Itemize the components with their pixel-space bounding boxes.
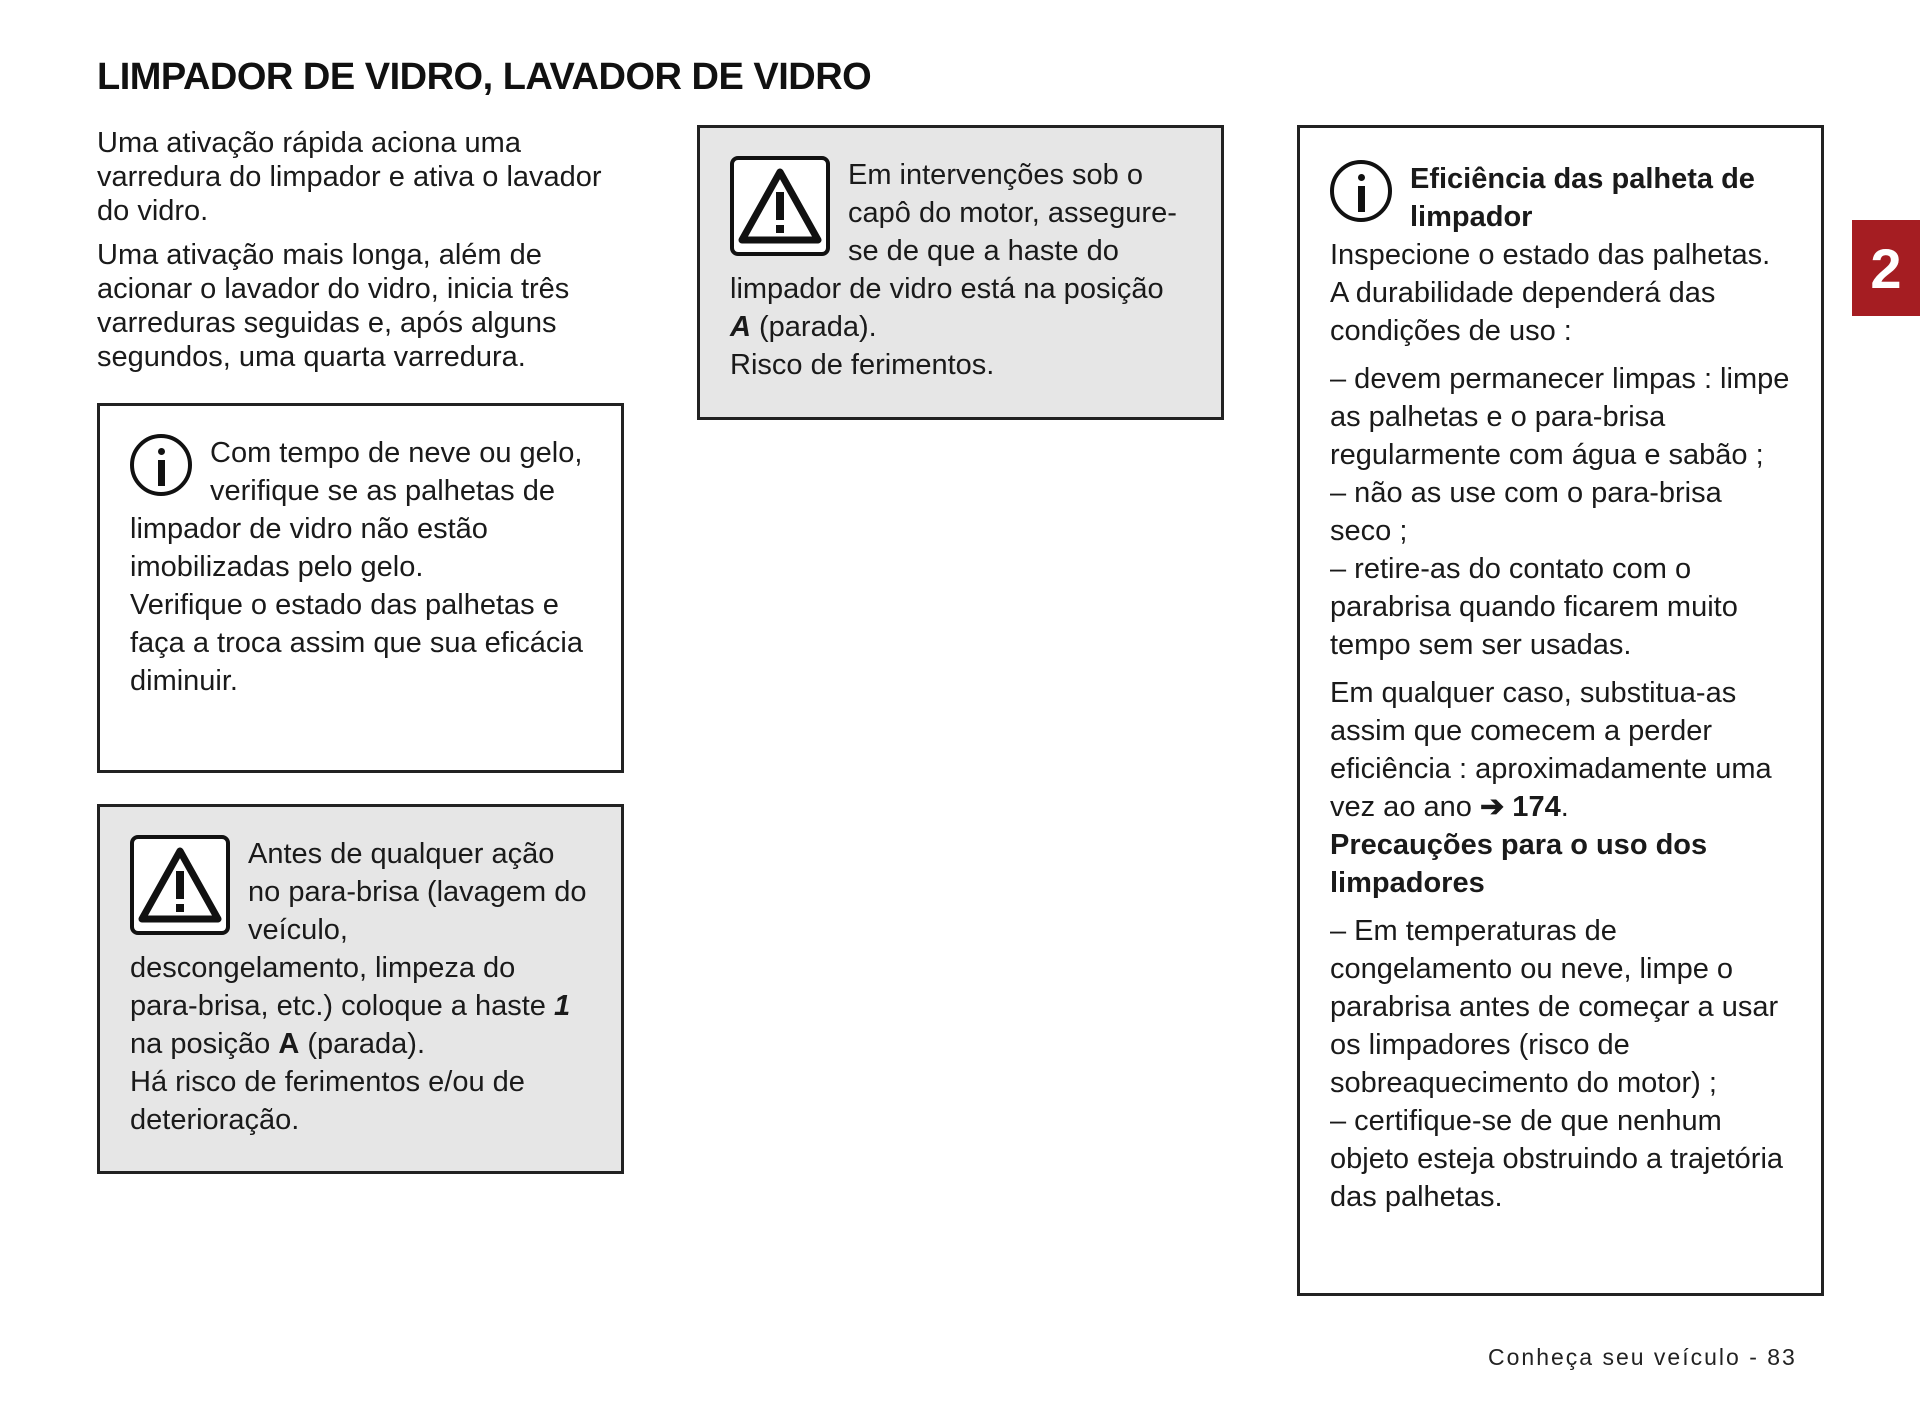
list-item: – Em temperaturas de congelamento ou neve, limpe o parabrisa antes de começar a usar os limpadores (risco de sobreaquecimento do motor) ; bbox=[1330, 915, 1779, 1099]
intro-text bbox=[97, 126, 637, 384]
warning-box-hood-text-2: Risco de ferimentos. bbox=[730, 349, 995, 381]
reference-1: 1 bbox=[553, 990, 571, 1022]
warning-box-windshield-text-2: Há risco de ferimentos e/ou de deterioração. bbox=[130, 1066, 525, 1136]
info-icon bbox=[130, 434, 192, 496]
list-item: – certifique-se de que nenhum objeto esteja obstruindo a trajetória das palhetas. bbox=[1330, 1105, 1784, 1213]
warning-box-hood-text: Em intervenções sob o capô do motor, assegure-se de que a haste do limpador de vidro está na posição A (parada). bbox=[730, 159, 1177, 343]
warning-box-windshield-text: Antes de qualquer ação no para-brisa (lavagem do veículo, descongelamento, limpeza do para-brisa, etc.) coloque a haste 1 na posição A (parada). bbox=[130, 838, 587, 1060]
intro-paragraph-2: Uma ativação mais longa, além de acionar o lavador do vidro, inicia três varreduras seguidas e, após alguns segundos, uma quarta varredura. bbox=[97, 239, 570, 373]
info-box-snow-text-2: Verifique o estado das palhetas e faça a troca assim que sua eficácia diminuir. bbox=[130, 589, 583, 697]
info-box-blades-intro: Inspecione o estado das palhetas. A durabilidade dependerá das condições de uso : bbox=[1330, 239, 1771, 347]
info-box-snow-text: Com tempo de neve ou gelo, verifique se as palhetas de limpador de vidro não estão imobilizadas pelo gelo. bbox=[130, 437, 583, 583]
page-reference: ➔ 174 bbox=[1479, 791, 1561, 823]
page-footer: Conheça seu veículo - 83 bbox=[1488, 1344, 1797, 1370]
list-item: – não as use com o para-brisa seco ; bbox=[1330, 477, 1722, 547]
info-box-blades-subheading: Precauções para o uso dos limpadores bbox=[1330, 829, 1708, 899]
reference-a: A bbox=[278, 1028, 300, 1060]
reference-a: A bbox=[730, 311, 751, 343]
warning-box-windshield bbox=[97, 804, 624, 1174]
list-item: – retire-as do contato com o parabrisa quando ficarem muito tempo sem ser usadas. bbox=[1330, 553, 1738, 661]
intro-paragraph-1: Uma ativação rápida aciona uma varredura do limpador e ativa o lavador do vidro. bbox=[97, 127, 602, 227]
info-box-snow bbox=[97, 403, 624, 773]
chapter-tab: 2 bbox=[1852, 220, 1920, 316]
info-box-blades-replace: Em qualquer caso, substitua-as assim que comecem a perder eficiência : aproximadamente uma vez ao ano ➔ 174. bbox=[1330, 677, 1772, 823]
list-item: – devem permanecer limpas : limpe as palhetas e o para-brisa regularmente com água e sabão ; bbox=[1330, 363, 1790, 471]
warning-triangle-icon bbox=[130, 835, 230, 935]
page-title: LIMPADOR DE VIDRO, LAVADOR DE VIDRO bbox=[97, 56, 872, 98]
warning-triangle-icon bbox=[730, 156, 830, 256]
info-icon bbox=[1330, 160, 1392, 222]
info-box-blades-heading: Eficiência das palheta de limpador bbox=[1410, 163, 1755, 233]
info-box-blades bbox=[1297, 125, 1824, 1296]
warning-box-hood bbox=[697, 125, 1224, 420]
